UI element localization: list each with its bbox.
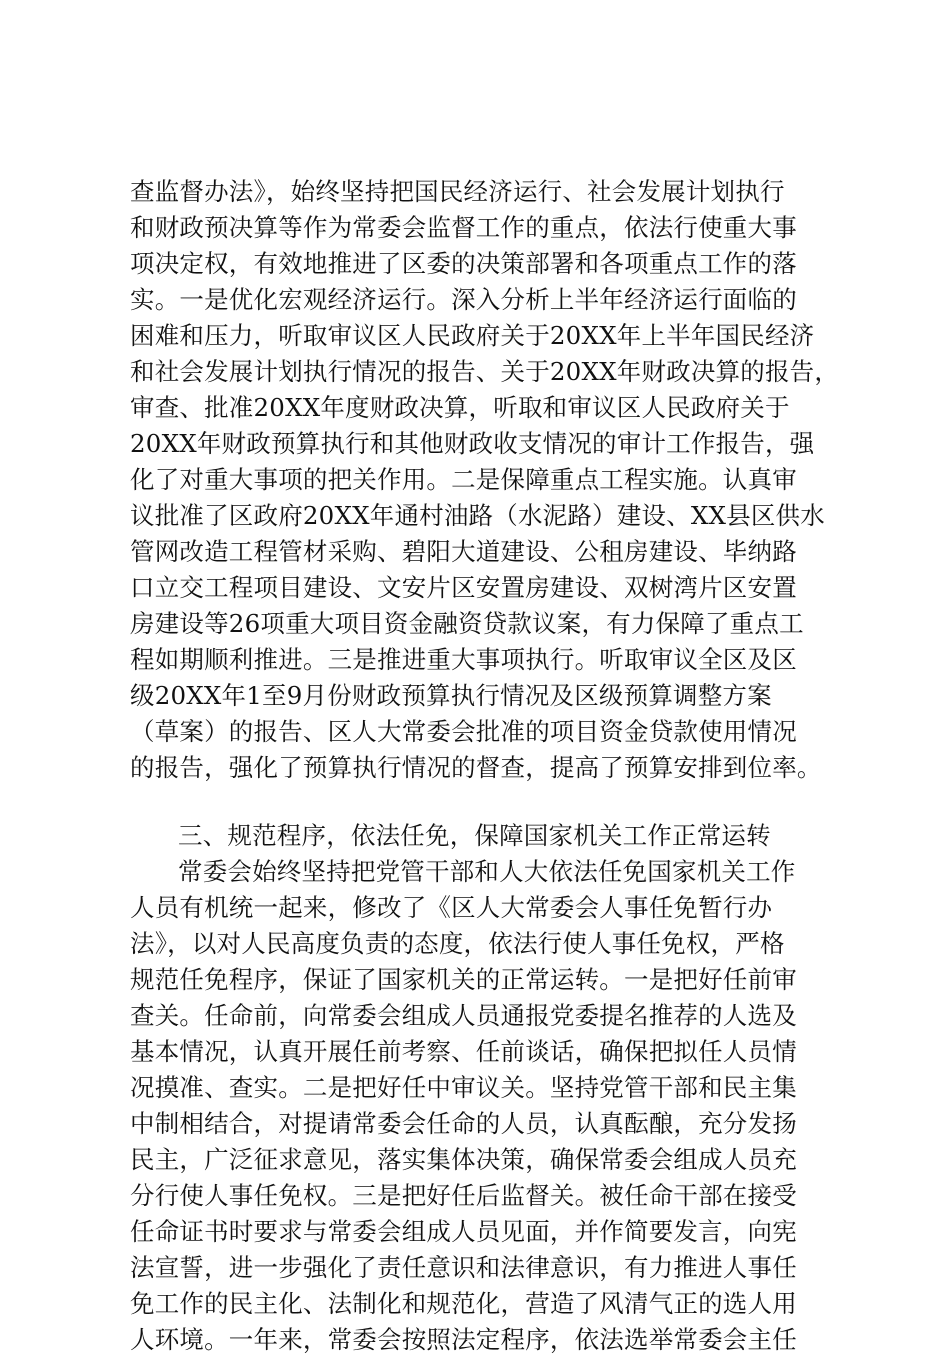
text-line: 议批准了区政府20XX年通村油路（水泥路）建设、XX县区供水	[130, 501, 825, 530]
section-heading: 三、规范程序，依法任免，保障国家机关工作正常运转	[178, 821, 771, 850]
text-line: 的报告，强化了预算执行情况的督查，提高了预算安排到位率。	[130, 753, 822, 782]
text-line: 免工作的民主化、法制化和规范化，营造了风清气正的选人用	[130, 1289, 797, 1318]
text-line: 和财政预决算等作为常委会监督工作的重点，依法行使重大事	[130, 213, 797, 242]
text-line: 况摸准、查实。二是把好任中审议关。坚持党管干部和民主集	[130, 1073, 797, 1102]
text-line: 实。一是优化宏观经济运行。深入分析上半年经济运行面临的	[130, 285, 797, 314]
text-line: 法》，以对人民高度负责的态度，依法行使人事任免权，严格	[130, 929, 785, 958]
text-line: 口立交工程项目建设、文安片区安置房建设、双树湾片区安置	[130, 573, 797, 602]
text-line: 管网改造工程管材采购、碧阳大道建设、公租房建设、毕纳路	[130, 537, 797, 566]
text-line: 和社会发展计划执行情况的报告、关于20XX年财政决算的报告，	[130, 357, 840, 386]
text-line: 分行使人事任免权。三是把好任后监督关。被任命干部在接受	[130, 1181, 797, 1210]
text-line: 房建设等26项重大项目资金融资贷款议案，有力保障了重点工	[130, 609, 804, 638]
text-line: 项决定权，有效地推进了区委的决策部署和各项重点工作的落	[130, 249, 797, 278]
text-line: 常委会始终坚持把党管干部和人大依法任免国家机关工作	[178, 857, 796, 886]
text-line: 审查、批准20XX年度财政决算，听取和审议区人民政府关于	[130, 393, 790, 422]
text-line: 规范任免程序，保证了国家机关的正常运转。一是把好任前审	[130, 965, 797, 994]
text-line: 基本情况，认真开展任前考察、任前谈话，确保把拟任人员情	[130, 1037, 797, 1066]
text-line: 任命证书时要求与常委会组成人员见面，并作简要发言，向宪	[130, 1217, 797, 1246]
text-line: 查关。任命前，向常委会组成人员通报党委提名推荐的人选及	[130, 1001, 797, 1030]
text-line: 化了对重大事项的把关作用。二是保障重点工程实施。认真审	[130, 465, 797, 494]
text-line: 级20XX年1至9月份财政预算执行情况及区级预算调整方案	[130, 681, 772, 710]
text-line: 中制相结合，对提请常委会任命的人员，认真酝酿，充分发扬	[130, 1109, 797, 1138]
text-line: 法宣誓，进一步强化了责任意识和法律意识，有力推进人事任	[130, 1253, 797, 1282]
text-line: 20XX年财政预算执行和其他财政收支情况的审计工作报告，强	[130, 429, 815, 458]
text-line: 程如期顺利推进。三是推进重大事项执行。听取审议全区及区	[130, 645, 797, 674]
text-line: 人环境。一年来，常委会按照法定程序，依法选举常委会主任	[130, 1325, 797, 1354]
text-line: （草案）的报告、区人大常委会批准的项目资金贷款使用情况	[130, 717, 797, 746]
text-line: 查监督办法》，始终坚持把国民经济运行、社会发展计划执行	[130, 177, 785, 206]
text-line: 人员有机统一起来，修改了《区人大常委会人事任免暂行办	[130, 893, 773, 922]
text-line: 困难和压力，听取审议区人民政府关于20XX年上半年国民经济	[130, 321, 815, 350]
text-line: 民主，广泛征求意见，落实集体决策，确保常委会组成人员充	[130, 1145, 797, 1174]
